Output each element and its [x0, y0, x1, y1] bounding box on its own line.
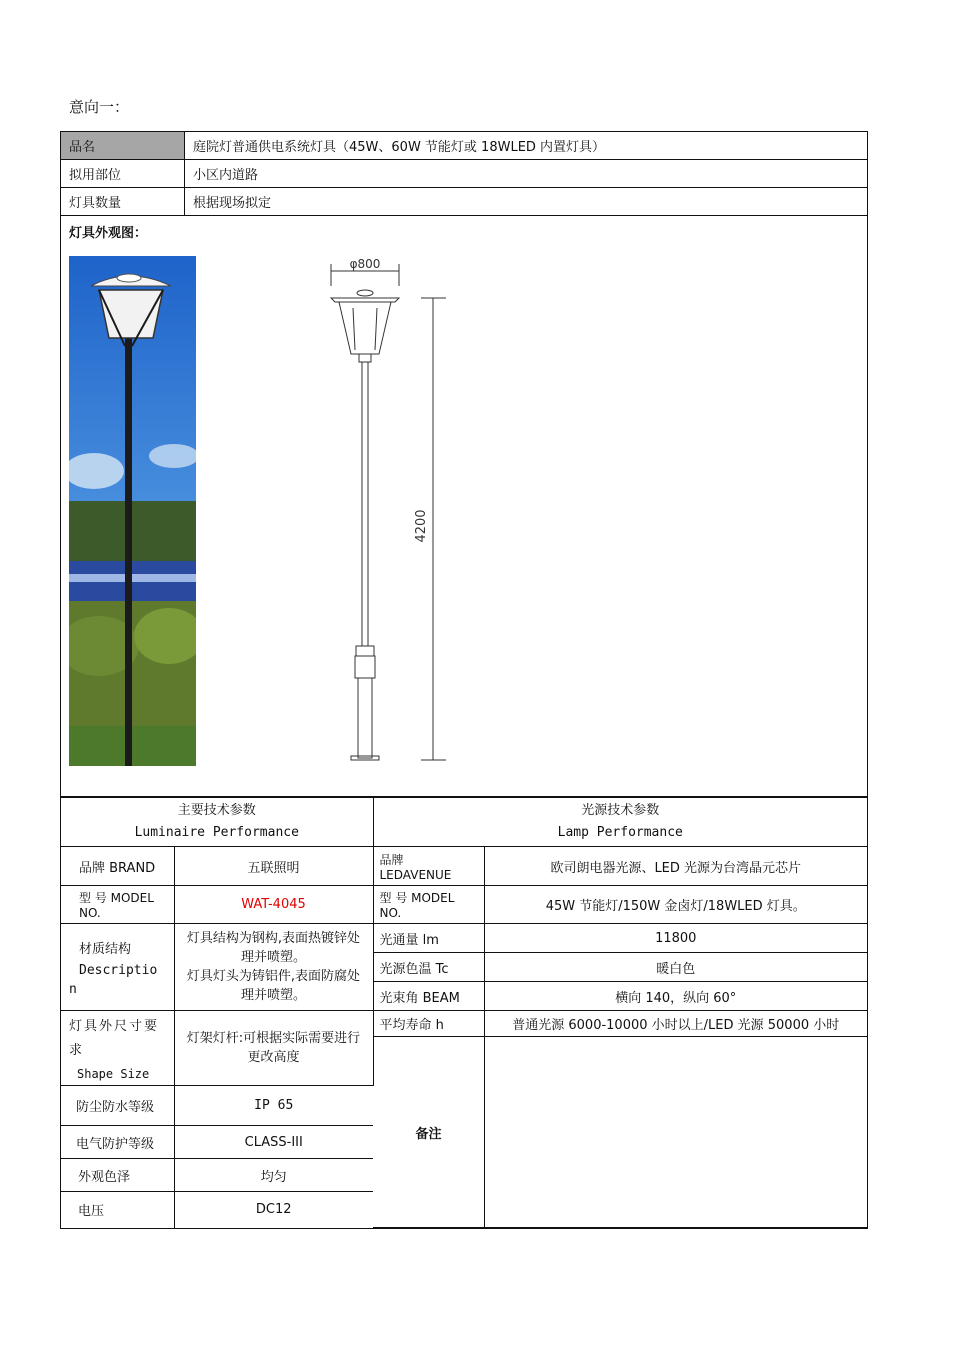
luminaire-header-en: Luminaire Performance — [134, 825, 299, 840]
model-label-line1: 型 号 MODEL — [79, 891, 154, 905]
lamp-model-label — [373, 886, 484, 924]
luminaire-header-cn: 主要技术参数 — [177, 803, 256, 818]
lamp-model-value: 45W 节能灯/150W 金卤灯/18WLED 灯具。 — [484, 886, 867, 924]
model-label-line2: NO. — [79, 906, 101, 920]
model-value: WAT-4045 — [174, 886, 373, 924]
ip-label: 防尘防水等级 — [61, 1086, 174, 1126]
life-label: 平均寿命 h — [373, 1011, 484, 1037]
spec-row-model — [61, 886, 867, 924]
material-label-line1: 材质结构 — [79, 941, 132, 957]
spec-row-brand — [61, 847, 867, 886]
voltage-label: 电压 — [61, 1192, 174, 1228]
info-key: 灯具数量 — [61, 188, 185, 215]
ip-value: IP 65 — [174, 1086, 373, 1126]
life-value: 普通光源 6000-10000 小时以上/LED 光源 50000 小时 — [484, 1011, 867, 1037]
spec-row-size — [61, 1011, 867, 1037]
cct-label: 光源色温 Tc — [373, 953, 484, 982]
beam-value: 横向 140，纵向 60° — [484, 982, 867, 1011]
size-label-en: Shape Size — [77, 1067, 150, 1081]
info-value: 庭院灯普通供电系统灯具（45W、60W 节能灯或 18WLED 内置灯具） — [193, 140, 606, 155]
material-label — [61, 924, 174, 1011]
lamp-header-en: Lamp Performance — [557, 825, 683, 840]
brand-label: 品牌 BRAND — [61, 847, 174, 886]
material-value-line2: 灯具灯头为铸铝件,表面防腐处理并喷塑。 — [186, 969, 361, 1003]
remark-label: 备注 — [373, 1037, 484, 1228]
material-label-line3: n — [69, 981, 77, 997]
lamp-brand-value: 欧司朗电器光源、LED 光源为台湾晶元芯片 — [484, 847, 867, 886]
appearance-section — [61, 216, 867, 797]
dimension-height-label: 4200 — [414, 509, 429, 543]
size-label — [61, 1011, 174, 1086]
brand-value: 五联照明 — [174, 847, 373, 886]
info-row-location — [61, 160, 867, 188]
flux-label: 光通量 lm — [373, 924, 484, 953]
luminaire-header — [61, 798, 373, 847]
material-value-line1: 灯具结构为钢构,表面热镀锌处理并喷塑。 — [186, 931, 361, 965]
model-label — [61, 886, 174, 924]
remark-value — [484, 1037, 867, 1228]
lamp-brand-label — [373, 847, 484, 886]
flux-value: 11800 — [484, 924, 867, 953]
lamp-photo — [69, 256, 196, 766]
size-label-cn: 灯具外尺寸要求 — [69, 1019, 160, 1058]
lamp-model-label-line1: 型 号 MODEL — [379, 891, 455, 905]
page-heading: 意向一： — [69, 98, 130, 116]
appearance-title: 灯具外观图： — [69, 226, 148, 241]
info-value: 小区内道路 — [193, 168, 259, 183]
beam-label: 光束角 BEAM — [373, 982, 484, 1011]
dimension-width-label: φ800 — [349, 257, 381, 271]
lamp-header — [373, 798, 867, 847]
info-key: 拟用部位 — [61, 160, 185, 187]
lamp-header-cn: 光源技术参数 — [581, 803, 660, 818]
class-value: CLASS-III — [174, 1126, 373, 1159]
info-key: 品名 — [61, 132, 185, 159]
info-row-quantity — [61, 188, 867, 216]
info-value: 根据现场拟定 — [193, 196, 272, 211]
class-label: 电气防护等级 — [61, 1126, 174, 1159]
material-label-line2: Descriptio — [79, 962, 158, 978]
product-sheet — [60, 131, 868, 1229]
voltage-value: DC12 — [174, 1192, 373, 1228]
spec-table — [61, 797, 867, 1228]
spec-header-row — [61, 798, 867, 847]
spec-row-flux — [61, 924, 867, 953]
lamp-dimension-drawing — [261, 246, 451, 761]
info-row-name — [61, 132, 867, 160]
lamp-model-label-line2: NO. — [379, 906, 402, 920]
lamp-brand-label-en: LEDAVENUE — [379, 867, 452, 882]
cct-value: 暖白色 — [484, 953, 867, 982]
color-label: 外观色泽 — [61, 1159, 174, 1192]
lamp-brand-label-cn: 品牌 — [379, 852, 404, 867]
size-value: 灯架灯杆:可根据实际需要进行更改高度 — [174, 1011, 373, 1086]
color-value: 均匀 — [174, 1159, 373, 1192]
material-value — [174, 924, 373, 1011]
